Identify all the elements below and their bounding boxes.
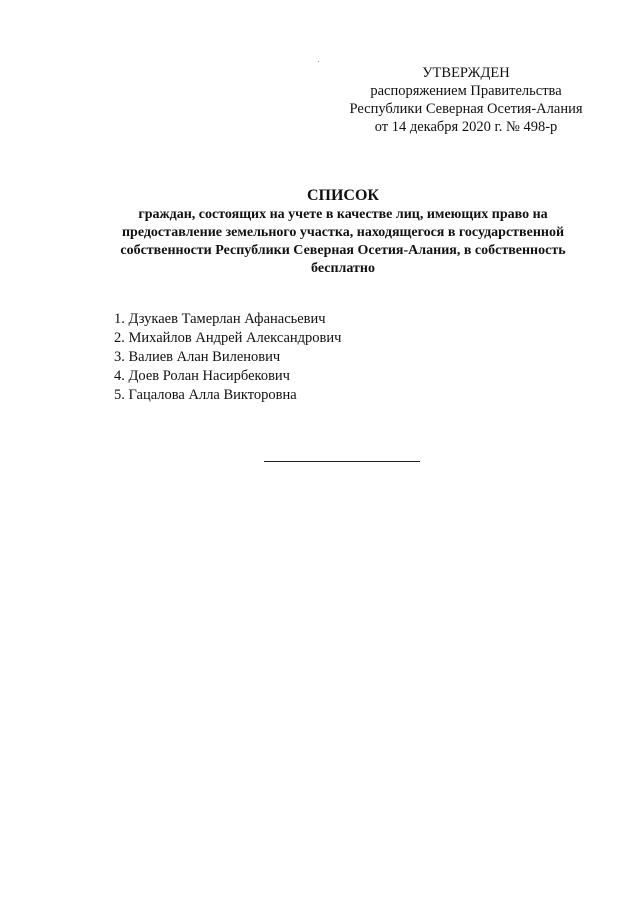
list-item: 4. Доев Ролан Насирбекович [114, 368, 290, 384]
approval-heading: УТВЕРЖДЕН [422, 65, 510, 81]
list-item: 5. Гацалова Алла Викторовна [114, 387, 297, 403]
list-item: 1. Дзукаев Тамерлан Афанасьевич [114, 311, 326, 327]
approval-line: распоряжением Правительства [370, 83, 562, 99]
document-title-block [88, 186, 598, 278]
end-divider [264, 461, 420, 462]
approval-line: Республики Северная Осетия-Алания [349, 101, 583, 117]
list-item: 3. Валиев Алан Виленович [114, 349, 281, 365]
list-item: 2. Михайлов Андрей Александрович [114, 330, 342, 346]
scan-speck [318, 61, 319, 62]
document-subtitle-line: собственности Республики Северная Осетия-Алания, в собственность [120, 243, 566, 258]
approval-stamp [330, 64, 602, 136]
citizens-list [114, 310, 341, 405]
document-title: СПИСОК [306, 187, 380, 204]
document-subtitle-line: граждан, состоящих на учете в качестве лиц, имеющих право на [138, 207, 548, 222]
approval-date-line: от 14 декабря 2020 г. № 498-р [374, 119, 558, 135]
document-subtitle-line: предоставление земельного участка, находящегося в государственной [121, 225, 565, 240]
document-subtitle-line: бесплатно [311, 261, 375, 276]
